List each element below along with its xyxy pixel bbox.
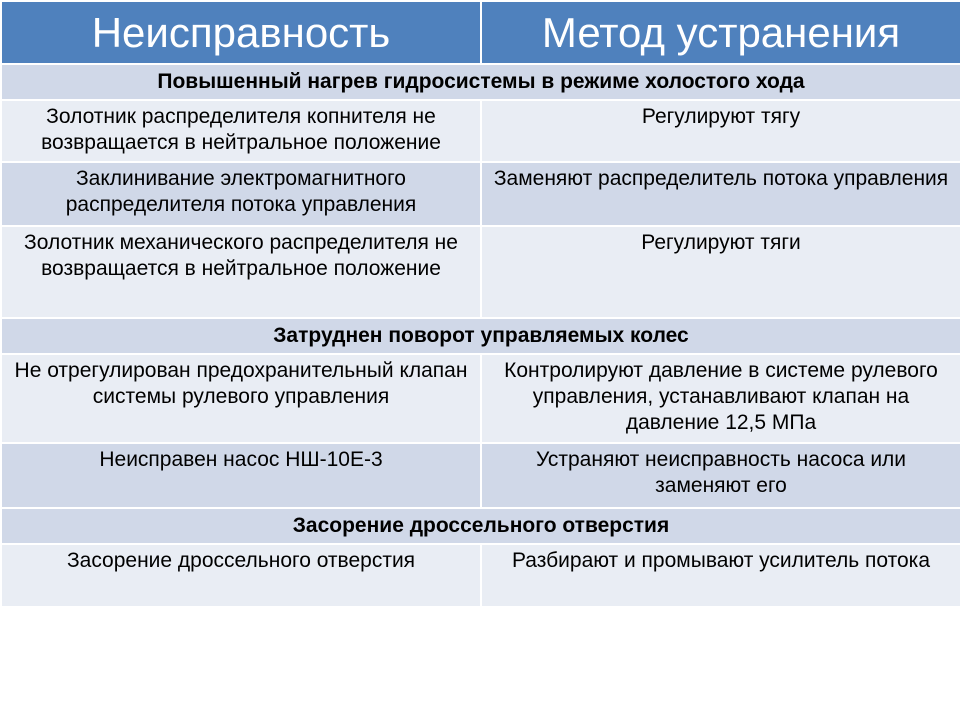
fault-cell: Неисправен насос НШ-10Е-3 [1,443,481,508]
section-heading [1,64,960,100]
table-row [1,354,960,443]
table-row [1,544,960,607]
table-row [1,162,960,226]
section-title: Затруднен поворот управляемых колес [1,318,960,354]
fix-cell: Разбирают и промывают усилитель потока [481,544,960,607]
section-title: Засорение дроссельного отверстия [1,508,960,544]
fix-cell: Контролируют давление в системе рулевого управления, устанавливают клапан на давление 12,5 МПа [481,354,960,443]
fault-cell: Заклинивание электромагнитного распределителя потока управления [1,162,481,226]
section-heading [1,508,960,544]
fault-cell: Золотник механического распределителя не возвращается в нейтральное положение [1,226,481,318]
table-row [1,226,960,318]
fix-cell: Заменяют распределитель потока управления [481,162,960,226]
header-fix: Метод устранения [481,1,960,64]
table-row [1,100,960,162]
fix-cell: Регулируют тяги [481,226,960,318]
fault-cell: Золотник распределителя копнителя не возвращается в нейтральное положение [1,100,481,162]
table-header-row [1,1,960,64]
fault-cell: Засорение дроссельного отверстия [1,544,481,607]
fault-cell: Не отрегулирован предохранительный клапан системы рулевого управления [1,354,481,443]
table-row [1,443,960,508]
section-heading [1,318,960,354]
fix-cell: Регулируют тягу [481,100,960,162]
section-title: Повышенный нагрев гидросистемы в режиме холостого хода [1,64,960,100]
fix-cell: Устраняют неисправность насоса или заменяют его [481,443,960,508]
header-fault: Неисправность [1,1,481,64]
